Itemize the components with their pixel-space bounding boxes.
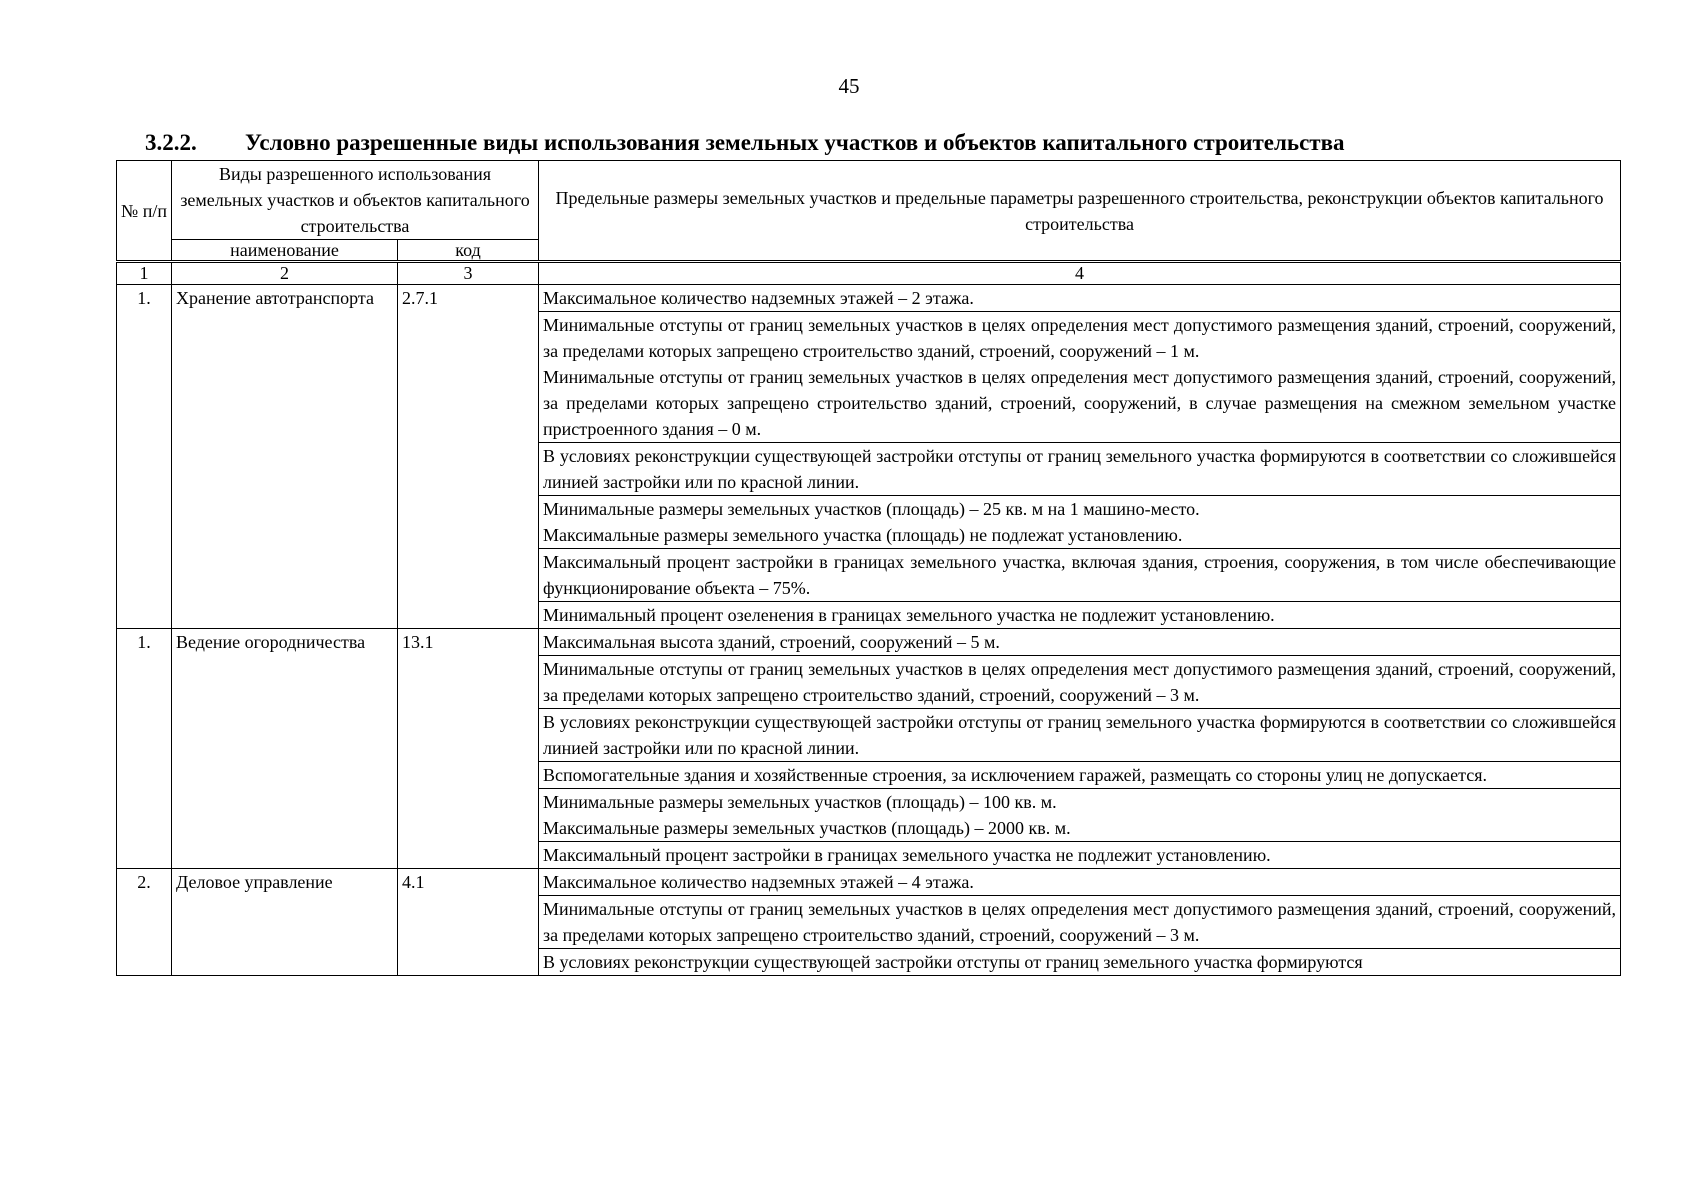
- parameter-text: Минимальные отступы от границ земельных участков в целях определения мест допустимого размещения зданий, строений, сооружений, за пределами которых запрещено строительство зданий, строений, сооружений – 3 м.: [543, 659, 1617, 705]
- parameter-cell: [539, 949, 1621, 976]
- parameter-cell: [539, 869, 1621, 896]
- parameter-cell: [539, 496, 1621, 549]
- parameter-text: Минимальные отступы от границ земельных участков в целях определения мест допустимого размещения зданий, строений, сооружений, за пределами которых запрещено строительство зданий, строений, сооружений – 1 м.: [543, 315, 1617, 361]
- parameter-cell: [539, 709, 1621, 762]
- parameter-cell: [539, 629, 1621, 656]
- parameter-cell: [539, 549, 1621, 602]
- parameter-text: В условиях реконструкции существующей застройки отступы от границ земельного участка формируются в соответствии со сложившейся линией застройки или по красной линии.: [543, 712, 1617, 758]
- usage-code: 2.7.1: [398, 285, 539, 629]
- parameter-text: Максимальный процент застройки в границах земельного участка, включая здания, строения, сооружения, в том числе обеспечивающие функционирование объекта – 75%.: [543, 552, 1617, 598]
- header-name: наименование: [172, 240, 398, 262]
- usage-name: Ведение огородничества: [172, 629, 398, 869]
- parameter-cell: [539, 789, 1621, 842]
- parameter-cell: [539, 896, 1621, 949]
- parameter-text: Максимальная высота зданий, строений, сооружений – 5 м.: [543, 632, 1000, 652]
- parameter-text: Максимальное количество надземных этажей – 2 этажа.: [543, 288, 974, 308]
- section-number: 3.2.2.: [145, 130, 197, 155]
- table-row: [117, 629, 1621, 656]
- column-number: 1: [117, 262, 172, 285]
- parameter-text: Вспомогательные здания и хозяйственные строения, за исключением гаражей, размещать со стороны улиц не допускается.: [543, 765, 1487, 785]
- header-usage-group: Виды разрешенного использования земельных участков и объектов капитального строительства: [172, 161, 539, 240]
- usage-code: 13.1: [398, 629, 539, 869]
- section-title-text: Условно разрешенные виды использования земельных участков и объектов капитального строительства: [245, 130, 1345, 155]
- parameter-cell: [539, 842, 1621, 869]
- row-number: 1.: [117, 629, 172, 869]
- header-params: Предельные размеры земельных участков и предельные параметры разрешенного строительства, реконструкции объектов капитального строительства: [539, 161, 1621, 262]
- parameter-text: Минимальные размеры земельных участков (площадь) – 25 кв. м на 1 машино-место.: [543, 499, 1200, 519]
- column-number: 3: [398, 262, 539, 285]
- table-header: [117, 161, 1621, 285]
- usage-name: Хранение автотранспорта: [172, 285, 398, 629]
- usage-code: 4.1: [398, 869, 539, 976]
- parameter-text: Максимальные размеры земельных участков (площадь) – 2000 кв. м.: [543, 818, 1071, 838]
- parameter-text: В условиях реконструкции существующей застройки отступы от границ земельного участка формируются: [543, 952, 1363, 972]
- header-no: № п/п: [117, 161, 172, 262]
- page-number: 45: [838, 74, 860, 98]
- header-code: код: [398, 240, 539, 262]
- parameter-text: В условиях реконструкции существующей застройки отступы от границ земельного участка формируются в соответствии со сложившейся линией застройки или по красной линии.: [543, 446, 1617, 492]
- column-number: 2: [172, 262, 398, 285]
- parameter-text: Максимальное количество надземных этажей – 4 этажа.: [543, 872, 974, 892]
- parameter-text: Минимальные отступы от границ земельных участков в целях определения мест допустимого размещения зданий, строений, сооружений, за пределами которых запрещено строительство зданий, строений, сооружений, в случае размещения на смежном земельном участке пристроенного здания – 0 м.: [543, 367, 1617, 439]
- parameter-text: Минимальные отступы от границ земельных участков в целях определения мест допустимого размещения зданий, строений, сооружений, за пределами которых запрещено строительство зданий, строений, сооружений – 3 м.: [543, 899, 1617, 945]
- parameter-cell: [539, 285, 1621, 312]
- section-title: [145, 130, 1615, 156]
- column-numbers-row: [117, 262, 1621, 285]
- usage-name: Деловое управление: [172, 869, 398, 976]
- table-row: [117, 285, 1621, 312]
- table-body: [117, 285, 1621, 976]
- parameter-text: Максимальные размеры земельного участка (площадь) не подлежат установлению.: [543, 525, 1183, 545]
- table-row: [117, 869, 1621, 896]
- parameter-cell: [539, 443, 1621, 496]
- parameter-cell: [539, 312, 1621, 443]
- parameter-text: Минимальный процент озеленения в границах земельного участка не подлежит установлению.: [543, 605, 1275, 625]
- parameter-cell: [539, 656, 1621, 709]
- parameter-cell: [539, 602, 1621, 629]
- parameter-text: Максимальный процент застройки в границах земельного участка не подлежит установлению.: [543, 845, 1271, 865]
- row-number: 2.: [117, 869, 172, 976]
- row-number: 1.: [117, 285, 172, 629]
- parameter-text: Минимальные размеры земельных участков (площадь) – 100 кв. м.: [543, 792, 1057, 812]
- column-number: 4: [539, 262, 1621, 285]
- parameter-cell: [539, 762, 1621, 789]
- regulations-table: [116, 160, 1621, 976]
